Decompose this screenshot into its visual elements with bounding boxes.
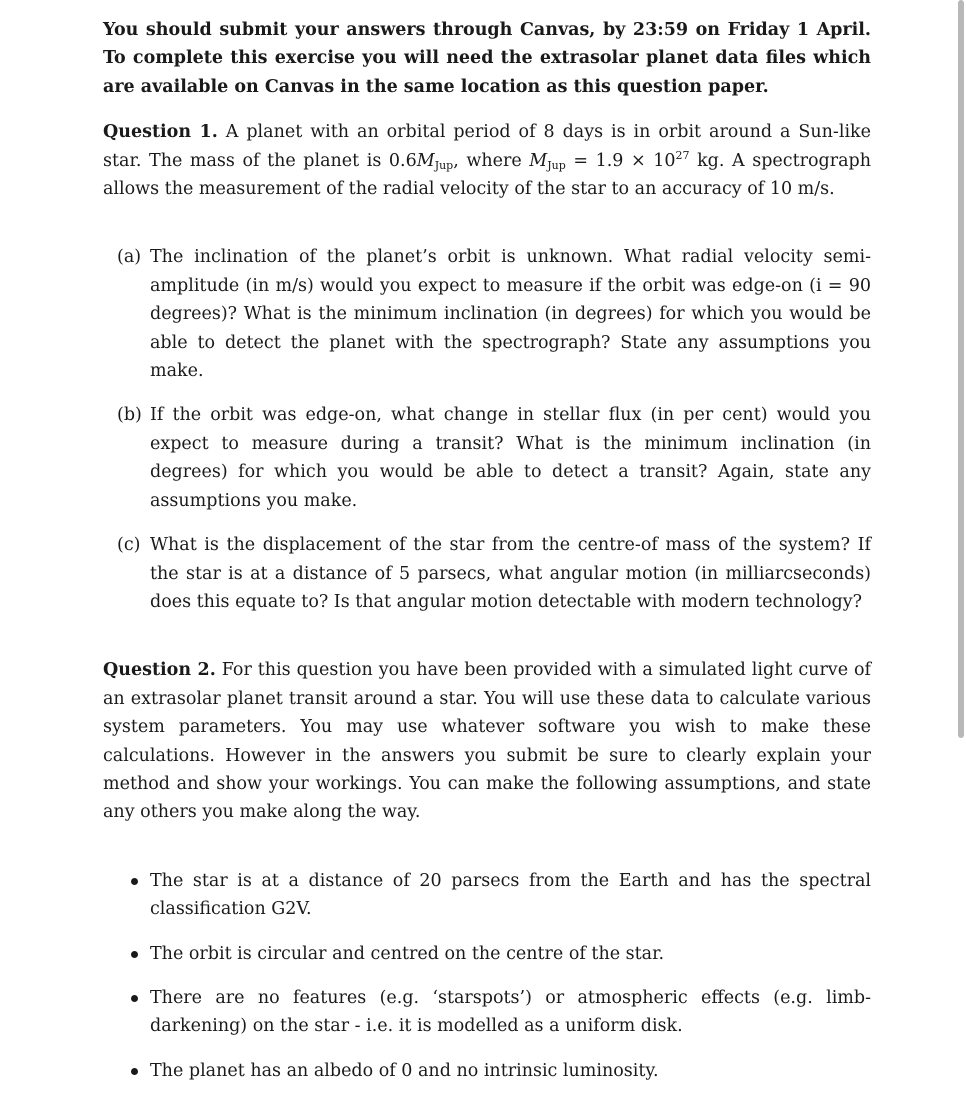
question-1-text-c: kg. A spectrograph allows the measurement of the radial velocity of the star to an accuracy of 10 m/s. (103, 150, 871, 200)
document-page (103, 16, 871, 1101)
mjup-symbol: M (416, 150, 435, 171)
question-1-part-c (103, 531, 871, 616)
scrollbar[interactable] (958, 0, 964, 738)
bullet-icon (131, 878, 138, 885)
mjup-value: = 1.9 × 10 (565, 150, 676, 171)
list-item (103, 984, 871, 1041)
part-text: What is the displacement of the star from the centre-of mass of the system? If the star is at a distance of 5 parsecs, what angular motion (in milliarcseconds) does this equate to? Is that angular motion detectable with modern technology? (150, 535, 871, 612)
list-item (103, 1057, 871, 1085)
part-label: (c) (117, 535, 141, 556)
bullet-icon (131, 1068, 138, 1075)
question-1-text-a: A planet with an orbital period of 8 days is in orbit around a Sun-like star. The mass of the planet is 0.6 (103, 122, 871, 171)
assumptions-list (103, 867, 871, 1085)
mjup-exponent: 27 (675, 148, 690, 162)
question-2-paragraph (103, 656, 871, 826)
list-item-text: The star is at a distance of 20 parsecs from the Earth and has the spectral classification G2V. (150, 870, 871, 920)
part-text: If the orbit was edge-on, what change in stellar flux (in per cent) would you expect to measure during a transit? What is the minimum inclination (in degrees) for which you would be able to detect a transit? Again, state any assumptions you make. (150, 405, 871, 511)
list-item-text: There are no features (e.g. ‘starspots’) or atmospheric effects (e.g. limb-darkening) on the star - i.e. it is modelled as a uniform disk. (150, 987, 871, 1037)
mjup-subscript-2: Jup (547, 158, 566, 172)
part-label: (a) (117, 247, 142, 268)
question-1-part-b (103, 401, 871, 515)
part-label: (b) (117, 405, 142, 426)
question-2-text: For this question you have been provided with a simulated light curve of an extrasolar planet transit around a star. You will use these data to calculate various system parameters. You may use whatever software you wish to make these calculations. However in the answers you submit be sure to clearly explain your method and show your workings. You can make the following assumptions, and state any others you make along the way. (103, 660, 871, 823)
bullet-icon (131, 995, 138, 1002)
list-item (103, 940, 871, 968)
list-item-text: The planet has an albedo of 0 and no intrinsic luminosity. (150, 1060, 659, 1081)
bullet-icon (131, 951, 138, 958)
mjup-subscript: Jup (434, 158, 454, 172)
question-2-title: Question 2. (103, 660, 216, 681)
mjup-symbol-2: M (529, 150, 548, 171)
question-1-part-a (103, 243, 871, 385)
intro-paragraph: You should submit your answers through Canvas, by 23:59 on Friday 1 April. To complete this exercise you will need the extrasolar planet data files which are available on Canvas in the same location as this question paper. (103, 20, 871, 97)
question-1-parts (103, 243, 871, 616)
part-text: The inclination of the planet’s orbit is unknown. What radial velocity semi-amplitude (in m/s) would you expect to measure if the orbit was edge-on (i = 90 degrees)? What is the minimum inclination (in degrees) for which you would be able to detect the planet with the spectrograph? State any assumptions you make. (150, 247, 871, 382)
question-1-paragraph (103, 118, 871, 203)
list-item-text: The orbit is circular and centred on the centre of the star. (150, 943, 665, 964)
question-1-title: Question 1. (103, 122, 218, 143)
question-1-text-b: , where (453, 150, 530, 171)
list-item (103, 867, 871, 924)
